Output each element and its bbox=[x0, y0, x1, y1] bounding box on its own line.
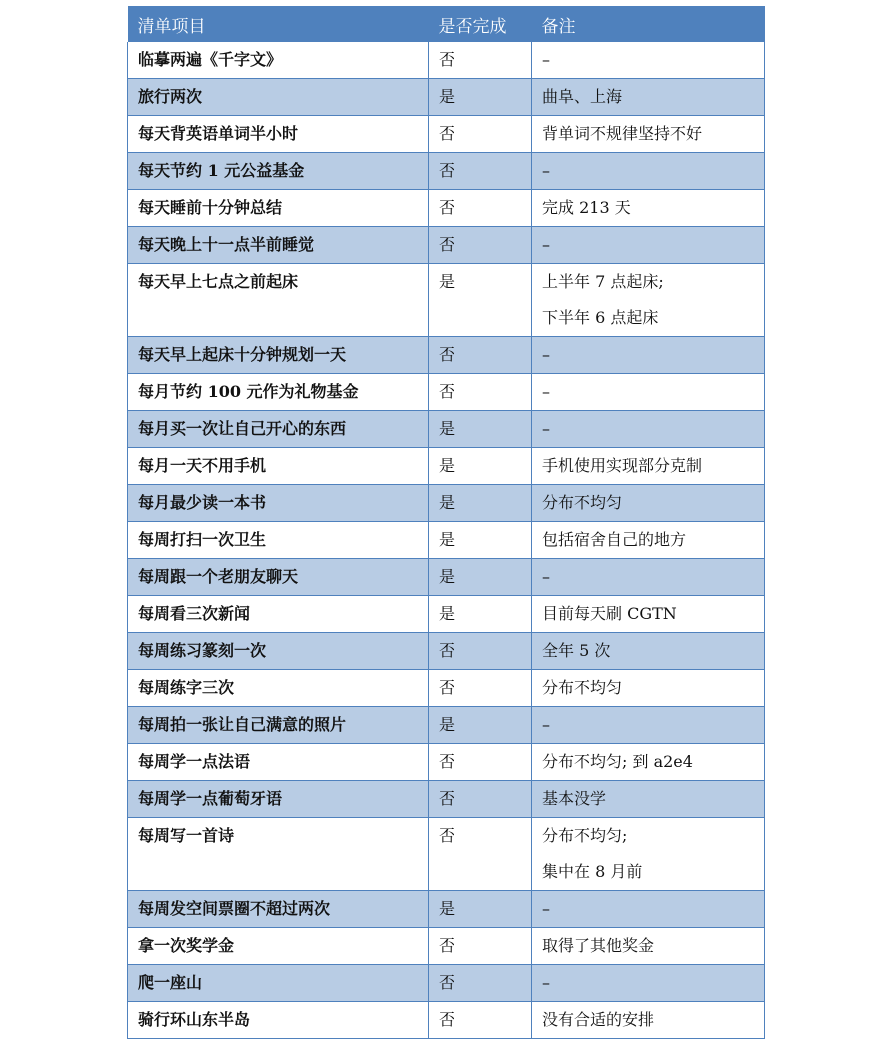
note-line: 分布不均匀; 到 a2e4 bbox=[542, 752, 693, 771]
cell-item: 每天早上起床十分钟规划一天 bbox=[128, 337, 429, 374]
cell-done-status: 否 bbox=[429, 633, 532, 670]
cell-note bbox=[532, 522, 765, 559]
cell-done-status: 是 bbox=[429, 891, 532, 928]
cell-note bbox=[532, 596, 765, 633]
note-line: 分布不均匀 bbox=[542, 493, 623, 512]
cell-done-status: 否 bbox=[429, 42, 532, 79]
table-row bbox=[128, 781, 765, 818]
table-row bbox=[128, 928, 765, 965]
cell-done-status: 是 bbox=[429, 79, 532, 116]
table-row bbox=[128, 485, 765, 522]
cell-item: 每周发空间票圈不超过两次 bbox=[128, 891, 429, 928]
cell-done-status: 是 bbox=[429, 485, 532, 522]
checklist-table bbox=[127, 6, 765, 1039]
cell-done-status: 否 bbox=[429, 153, 532, 190]
cell-done-status: 否 bbox=[429, 818, 532, 891]
cell-item: 每周练字三次 bbox=[128, 670, 429, 707]
cell-note bbox=[532, 1002, 765, 1039]
note-line: 下半年 6 点起床 bbox=[542, 308, 659, 327]
note-line: 曲阜、上海 bbox=[542, 87, 623, 106]
cell-item: 每天早上七点之前起床 bbox=[128, 264, 429, 337]
cell-item: 旅行两次 bbox=[128, 79, 429, 116]
cell-done-status: 否 bbox=[429, 670, 532, 707]
cell-done-status: 否 bbox=[429, 744, 532, 781]
note-line: 手机使用实现部分克制 bbox=[542, 456, 703, 475]
cell-done-status: 否 bbox=[429, 116, 532, 153]
cell-done-status: 否 bbox=[429, 1002, 532, 1039]
cell-item: 每月买一次让自己开心的东西 bbox=[128, 411, 429, 448]
note-line: – bbox=[542, 899, 550, 918]
table-row bbox=[128, 818, 765, 891]
cell-note bbox=[532, 485, 765, 522]
table-row bbox=[128, 448, 765, 485]
table-row bbox=[128, 1002, 765, 1039]
cell-done-status: 是 bbox=[429, 559, 532, 596]
table-row bbox=[128, 227, 765, 264]
cell-item: 每天背英语单词半小时 bbox=[128, 116, 429, 153]
cell-note bbox=[532, 153, 765, 190]
table-row bbox=[128, 337, 765, 374]
cell-item: 每周练习篆刻一次 bbox=[128, 633, 429, 670]
table-row bbox=[128, 670, 765, 707]
note-line: – bbox=[542, 345, 550, 364]
cell-item: 每周跟一个老朋友聊天 bbox=[128, 559, 429, 596]
note-line: – bbox=[542, 161, 550, 180]
table-row bbox=[128, 374, 765, 411]
cell-item: 骑行环山东半岛 bbox=[128, 1002, 429, 1039]
note-line: – bbox=[542, 235, 550, 254]
cell-item: 每周拍一张让自己满意的照片 bbox=[128, 707, 429, 744]
cell-done-status: 否 bbox=[429, 190, 532, 227]
table-row bbox=[128, 190, 765, 227]
cell-item: 爬一座山 bbox=[128, 965, 429, 1002]
note-line: 没有合适的安排 bbox=[542, 1010, 655, 1029]
cell-done-status: 是 bbox=[429, 522, 532, 559]
cell-note bbox=[532, 781, 765, 818]
cell-note bbox=[532, 374, 765, 411]
cell-note bbox=[532, 264, 765, 337]
header-note: 备注 bbox=[541, 16, 576, 37]
cell-done-status: 是 bbox=[429, 264, 532, 337]
cell-done-status: 否 bbox=[429, 374, 532, 411]
cell-done-status: 否 bbox=[429, 337, 532, 374]
header-done: 是否完成 bbox=[438, 16, 507, 37]
cell-item: 每月节约 100 元作为礼物基金 bbox=[128, 374, 429, 411]
cell-item: 每天晚上十一点半前睡觉 bbox=[128, 227, 429, 264]
table-header bbox=[128, 6, 765, 42]
cell-done-status: 是 bbox=[429, 448, 532, 485]
table-row bbox=[128, 891, 765, 928]
cell-done-status: 否 bbox=[429, 781, 532, 818]
note-line: 包括宿舍自己的地方 bbox=[542, 530, 687, 549]
cell-item: 每天节约 1 元公益基金 bbox=[128, 153, 429, 190]
table-row bbox=[128, 264, 765, 337]
note-line: 分布不均匀 bbox=[542, 678, 623, 697]
note-line: 目前每天刷 CGTN bbox=[542, 604, 677, 623]
note-line: 基本没学 bbox=[542, 789, 607, 808]
note-line: 集中在 8 月前 bbox=[542, 862, 643, 881]
cell-item: 每周写一首诗 bbox=[128, 818, 429, 891]
cell-item: 临摹两遍《千字文》 bbox=[128, 42, 429, 79]
table-row bbox=[128, 42, 765, 79]
checklist-table-container bbox=[127, 6, 764, 1039]
cell-note bbox=[532, 928, 765, 965]
table-row bbox=[128, 522, 765, 559]
cell-done-status: 是 bbox=[429, 707, 532, 744]
cell-item: 每周学一点葡萄牙语 bbox=[128, 781, 429, 818]
cell-note bbox=[532, 818, 765, 891]
cell-item: 每周看三次新闻 bbox=[128, 596, 429, 633]
note-line: – bbox=[542, 419, 550, 438]
note-line: 上半年 7 点起床; bbox=[542, 272, 664, 291]
cell-item: 每周学一点法语 bbox=[128, 744, 429, 781]
cell-note bbox=[532, 116, 765, 153]
note-line: – bbox=[542, 50, 550, 69]
cell-note bbox=[532, 79, 765, 116]
note-line: 分布不均匀; bbox=[542, 826, 628, 845]
cell-note bbox=[532, 42, 765, 79]
table-row bbox=[128, 153, 765, 190]
cell-item: 每月最少读一本书 bbox=[128, 485, 429, 522]
cell-note bbox=[532, 965, 765, 1002]
cell-done-status: 否 bbox=[429, 928, 532, 965]
cell-done-status: 否 bbox=[429, 965, 532, 1002]
table-row bbox=[128, 707, 765, 744]
cell-note bbox=[532, 891, 765, 928]
note-line: 全年 5 次 bbox=[542, 641, 611, 660]
table-row bbox=[128, 965, 765, 1002]
cell-note bbox=[532, 411, 765, 448]
cell-note bbox=[532, 707, 765, 744]
note-line: 完成 213 天 bbox=[542, 198, 631, 217]
table-row bbox=[128, 633, 765, 670]
header-item: 清单项目 bbox=[137, 16, 206, 37]
cell-item: 拿一次奖学金 bbox=[128, 928, 429, 965]
cell-done-status: 是 bbox=[429, 596, 532, 633]
cell-note bbox=[532, 227, 765, 264]
table-row bbox=[128, 79, 765, 116]
table-row bbox=[128, 596, 765, 633]
cell-note bbox=[532, 670, 765, 707]
cell-note bbox=[532, 448, 765, 485]
cell-item: 每月一天不用手机 bbox=[128, 448, 429, 485]
note-line: – bbox=[542, 382, 550, 401]
note-line: 取得了其他奖金 bbox=[542, 936, 655, 955]
table-row bbox=[128, 411, 765, 448]
note-line: – bbox=[542, 973, 550, 992]
table-body bbox=[128, 42, 765, 1039]
table-row bbox=[128, 116, 765, 153]
note-line: – bbox=[542, 567, 550, 586]
table-row bbox=[128, 744, 765, 781]
cell-note bbox=[532, 559, 765, 596]
header-row bbox=[128, 6, 765, 42]
cell-note bbox=[532, 190, 765, 227]
cell-note bbox=[532, 633, 765, 670]
cell-done-status: 否 bbox=[429, 227, 532, 264]
cell-item: 每天睡前十分钟总结 bbox=[128, 190, 429, 227]
cell-done-status: 是 bbox=[429, 411, 532, 448]
note-line: – bbox=[542, 715, 550, 734]
cell-note bbox=[532, 337, 765, 374]
note-line: 背单词不规律坚持不好 bbox=[542, 124, 703, 143]
cell-note bbox=[532, 744, 765, 781]
table-row bbox=[128, 559, 765, 596]
cell-item: 每周打扫一次卫生 bbox=[128, 522, 429, 559]
